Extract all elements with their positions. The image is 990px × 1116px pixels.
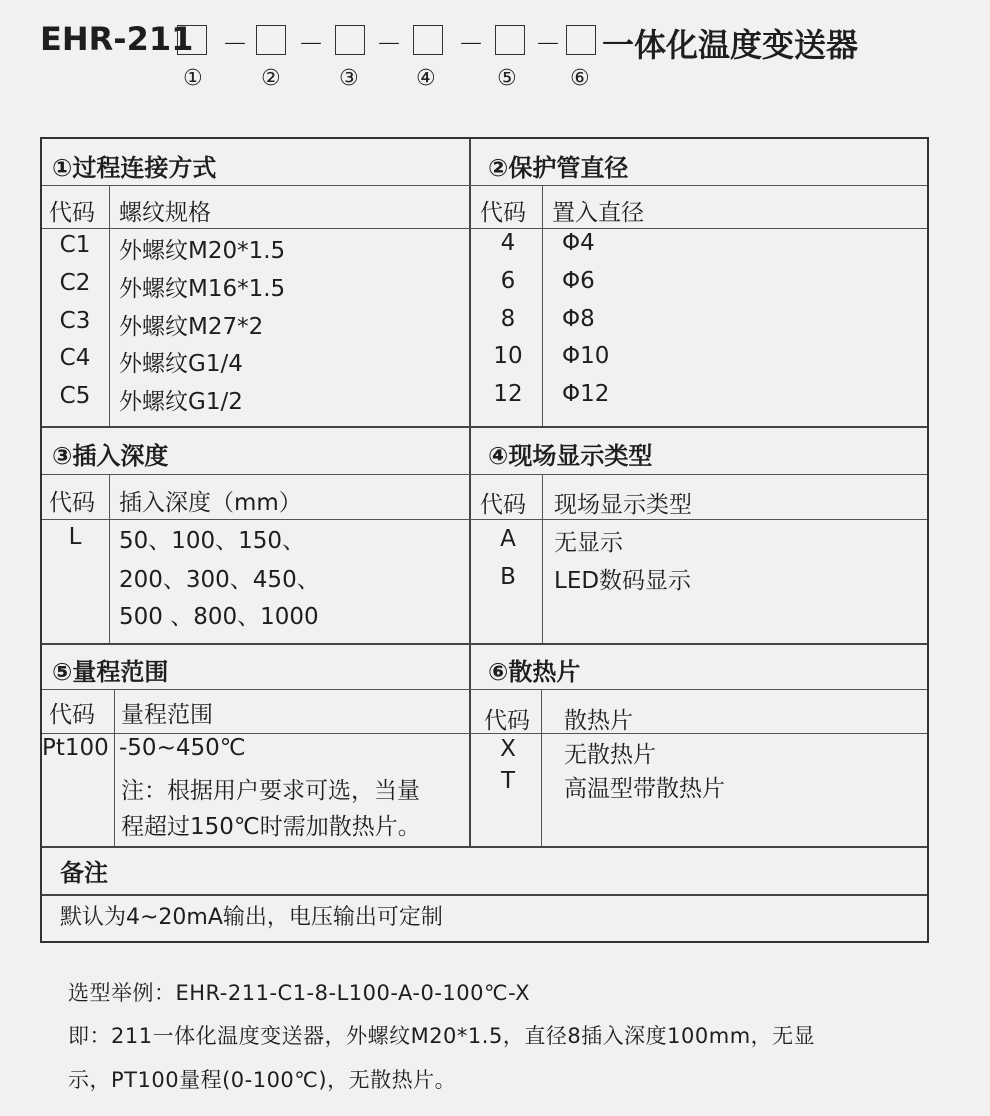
- s1-desc: 外螺纹M27*2: [119, 314, 264, 340]
- s3-value-line: 500 、800、1000: [119, 604, 319, 630]
- position-mark-4: ④: [416, 66, 436, 91]
- center-divider: [469, 139, 471, 846]
- s2-title: ②保护管直径: [488, 154, 629, 182]
- s1-col-code: 代码: [49, 200, 95, 226]
- s5-title-line: [42, 689, 469, 690]
- s2-col-code: 代码: [480, 200, 526, 226]
- s4-code: B: [500, 564, 516, 590]
- remarks-text: 默认为4~20mA输出，电压输出可定制: [60, 905, 443, 930]
- s2-desc: Φ6: [562, 268, 595, 294]
- s1-code: C5: [59, 383, 91, 409]
- s4-col-code: 代码: [480, 492, 526, 518]
- s4-code: A: [500, 526, 516, 552]
- row-divider-2: [42, 643, 927, 645]
- s6-desc: 无散热片: [564, 742, 656, 768]
- s5-col-desc: 量程范围: [121, 702, 213, 728]
- s3-col-code: 代码: [49, 490, 95, 516]
- option-box-4: [413, 25, 443, 55]
- s6-code: T: [500, 768, 516, 794]
- dash-1: －: [222, 30, 249, 60]
- s4-col-line: [470, 519, 927, 520]
- s2-col-line: [470, 228, 927, 229]
- s2-title-line: [470, 185, 927, 186]
- s6-code-divider: [541, 690, 542, 846]
- s1-title-line: [42, 185, 469, 186]
- s2-code-divider: [542, 186, 543, 426]
- position-mark-1: ①: [183, 66, 203, 91]
- s1-code: C2: [59, 270, 91, 296]
- s2-desc: Φ12: [562, 381, 610, 407]
- s3-col-line: [42, 519, 469, 520]
- s1-code: C1: [59, 232, 91, 258]
- s1-col-line: [42, 228, 469, 229]
- example-explanation-line1: 即：211一体化温度变送器，外螺纹M20*1.5，直径8插入深度100mm，无显: [68, 1024, 816, 1048]
- s2-code: 10: [493, 343, 523, 369]
- s1-code: C4: [59, 345, 91, 371]
- dash-2: －: [298, 30, 325, 60]
- option-box-2: [256, 25, 286, 55]
- s6-desc: 高温型带散热片: [564, 776, 725, 802]
- s2-col-desc: 置入直径: [552, 200, 644, 226]
- s3-code-divider: [109, 475, 110, 643]
- s6-title-line: [470, 689, 927, 690]
- dash-5: －: [535, 30, 562, 60]
- position-mark-6: ⑥: [570, 66, 590, 91]
- s3-title: ③插入深度: [52, 442, 169, 470]
- s5-value-line: -50~450℃: [119, 735, 246, 761]
- s6-col-line: [470, 733, 927, 734]
- remarks-title: 备注: [60, 859, 108, 887]
- option-box-5: [495, 25, 525, 55]
- example-explanation-line2: 示，PT100量程(0-100℃)，无散热片。: [68, 1068, 457, 1092]
- s1-desc: 外螺纹G1/4: [119, 351, 243, 377]
- s4-title: ④现场显示类型: [488, 442, 653, 470]
- s5-code: Pt100: [42, 735, 109, 761]
- s4-col-desc: 现场显示类型: [554, 492, 692, 518]
- s3-title-line: [42, 474, 469, 475]
- s1-code-divider: [109, 186, 110, 426]
- row-divider-4: [42, 894, 927, 896]
- selection-example: 选型举例：EHR-211-C1-8-L100-A-0-100℃-X: [68, 981, 530, 1005]
- s2-desc: Φ10: [562, 343, 610, 369]
- s6-col-desc: 散热片: [564, 708, 633, 734]
- option-box-6: [566, 25, 596, 55]
- s2-code: 4: [500, 230, 516, 256]
- option-box-1: [177, 25, 207, 55]
- position-mark-5: ⑤: [497, 66, 517, 91]
- s5-title: ⑤量程范围: [52, 658, 169, 686]
- s3-col-desc: 插入深度（mm）: [119, 490, 302, 516]
- option-box-3: [335, 25, 365, 55]
- model-number: EHR-211: [40, 20, 194, 58]
- s5-value-line: 程超过150℃时需加散热片。: [121, 814, 421, 840]
- s4-desc: 无显示: [554, 530, 623, 556]
- s3-value-line: 50、100、150、: [119, 528, 306, 554]
- s6-col-code: 代码: [484, 708, 530, 734]
- s4-code-divider: [542, 475, 543, 643]
- s6-title: ⑥散热片: [488, 658, 581, 686]
- s1-desc: 外螺纹M20*1.5: [119, 238, 286, 264]
- position-mark-3: ③: [339, 66, 359, 91]
- s1-desc: 外螺纹M16*1.5: [119, 276, 286, 302]
- s4-title-line: [470, 474, 927, 475]
- s3-value-line: 200、300、450、: [119, 567, 320, 593]
- s4-desc: LED数码显示: [554, 568, 692, 594]
- s1-code: C3: [59, 308, 91, 334]
- s5-col-line: [42, 733, 469, 734]
- s1-col-desc: 螺纹规格: [119, 200, 211, 226]
- row-divider-1: [42, 426, 927, 428]
- s1-title: ①过程连接方式: [52, 154, 217, 182]
- s2-desc: Φ4: [562, 230, 595, 256]
- dash-3: －: [376, 30, 403, 60]
- dash-4: －: [458, 30, 485, 60]
- position-mark-2: ②: [261, 66, 281, 91]
- s5-col-code: 代码: [49, 702, 95, 728]
- s5-code-divider: [114, 690, 115, 846]
- row-divider-3: [42, 846, 927, 848]
- s2-code: 6: [500, 268, 516, 294]
- s1-desc: 外螺纹G1/2: [119, 389, 243, 415]
- s6-code: X: [500, 736, 516, 762]
- product-name: 一体化温度变送器: [602, 26, 859, 64]
- s2-code: 8: [500, 306, 516, 332]
- s5-value-line: 注：根据用户要求可选，当量: [121, 778, 420, 804]
- s2-code: 12: [493, 381, 523, 407]
- s2-desc: Φ8: [562, 306, 595, 332]
- s3-code: L: [68, 524, 82, 550]
